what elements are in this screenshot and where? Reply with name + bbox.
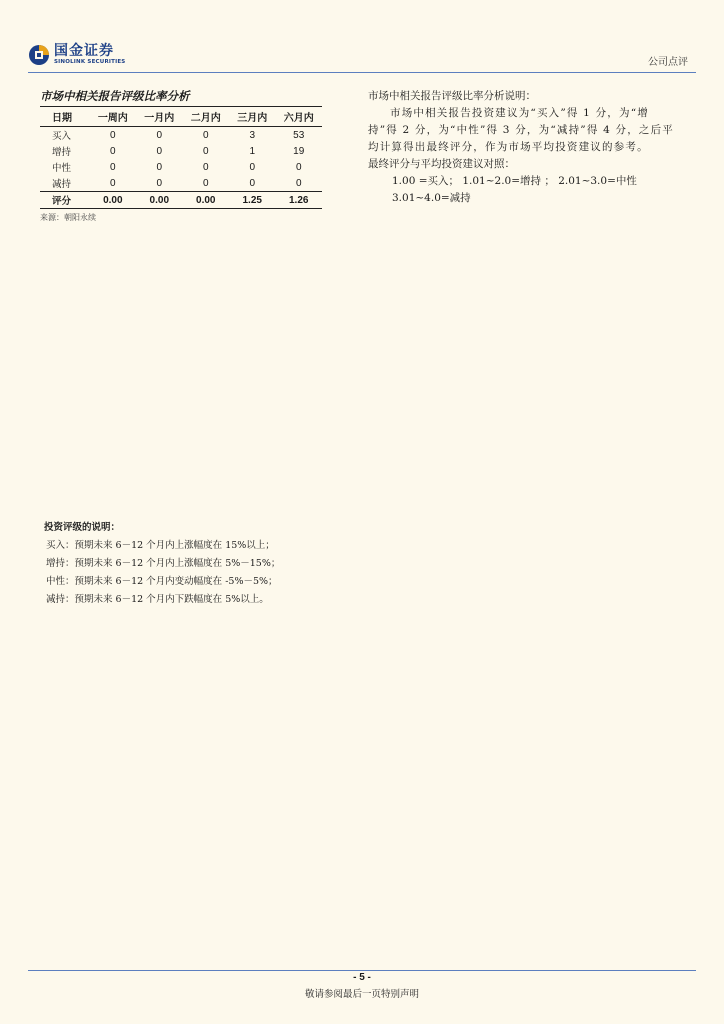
column-header: 一月内 bbox=[136, 107, 182, 127]
mapping-line: 1.00 =买入； 1.01~2.0=增持 ； 2.01~3.0=中性 bbox=[392, 175, 637, 187]
table-cell: 0 bbox=[156, 161, 163, 173]
header-divider bbox=[28, 72, 696, 73]
table-cell: 0 bbox=[110, 145, 116, 157]
table-row bbox=[40, 159, 322, 175]
table-cell: 53 bbox=[293, 129, 305, 141]
rating-definition-item: 减持：预期未来 6－12 个月内下跌幅度在 5%以上。 bbox=[46, 594, 269, 605]
table-source: 来源：朝阳永续 bbox=[40, 213, 96, 222]
footer-disclaimer: 敬请参阅最后一页特别声明 bbox=[304, 989, 419, 1000]
table-cell: 19 bbox=[293, 145, 305, 157]
column-header: 日期 bbox=[40, 107, 90, 127]
mapping-title: 最终评分与平均投资建议对照： bbox=[368, 158, 515, 170]
table-row bbox=[40, 127, 322, 144]
table-cell: 0 bbox=[110, 177, 116, 189]
row-label: 中性 bbox=[52, 163, 72, 174]
score-cell: 1.26 bbox=[275, 192, 322, 209]
score-row bbox=[40, 192, 322, 209]
rating-ratio-table bbox=[40, 107, 322, 209]
rating-definition-item: 中性：预期未来 6－12 个月内变动幅度在 -5%－5%； bbox=[46, 576, 278, 587]
logo-text-en: SINOLINK SECURITIES bbox=[54, 59, 126, 66]
table-row bbox=[40, 175, 322, 192]
rating-definition-item: 买入：预期未来 6－12 个月内上涨幅度在 15%以上； bbox=[46, 540, 275, 551]
row-label: 增持 bbox=[52, 147, 72, 158]
column-header: 二月内 bbox=[183, 107, 229, 127]
explanation-body: 市场中相关报告投资建议为“买入”得 1 分，为“增持”得 2 分，为“中性”得 3 分，为“减持”得 4 分，之后平均计算得出最终评分，作为市场平均投资建议的参考。 bbox=[368, 107, 675, 153]
table-cell: 0 bbox=[156, 145, 163, 157]
table-cell: 0 bbox=[295, 161, 302, 173]
score-cell: 0.00 bbox=[90, 192, 136, 209]
company-logo bbox=[28, 42, 125, 68]
mapping-line: 3.01~4.0=减持 bbox=[392, 192, 471, 204]
rating-definition-item: 增持：预期未来 6－12 个月内上涨幅度在 5%－15%； bbox=[46, 558, 281, 569]
table-cell: 1 bbox=[249, 145, 255, 157]
table-cell: 0 bbox=[202, 145, 209, 157]
table-cell: 0 bbox=[110, 129, 116, 141]
row-label: 买入 bbox=[52, 131, 72, 142]
table-cell: 0 bbox=[249, 161, 255, 173]
table-cell: 3 bbox=[249, 129, 255, 141]
table-cell: 0 bbox=[295, 177, 302, 189]
table-cell: 0 bbox=[110, 161, 116, 173]
page-header bbox=[0, 0, 724, 75]
ratings-title: 投资评级的说明： bbox=[44, 522, 121, 533]
footer-divider bbox=[28, 970, 696, 971]
score-cell: 1.25 bbox=[229, 192, 275, 209]
rating-definitions bbox=[44, 519, 464, 609]
document-type: 公司点评 bbox=[648, 57, 688, 68]
table-cell: 0 bbox=[202, 129, 209, 141]
explanation-title: 市场中相关报告评级比率分析说明： bbox=[368, 90, 536, 102]
column-header: 六月内 bbox=[275, 107, 322, 127]
row-label: 减持 bbox=[52, 179, 72, 190]
score-cell: 0.00 bbox=[183, 192, 229, 209]
explanation-section bbox=[368, 88, 678, 207]
table-cell: 0 bbox=[249, 177, 255, 189]
table-title: 市场中相关报告评级比率分析 bbox=[40, 88, 322, 107]
column-header: 三月内 bbox=[229, 107, 275, 127]
table-cell: 0 bbox=[202, 161, 209, 173]
score-cell: 0.00 bbox=[136, 192, 182, 209]
logo-text-cn: 国金证券 bbox=[54, 43, 114, 60]
table-row bbox=[40, 143, 322, 159]
page-number: - 5 - bbox=[353, 972, 371, 983]
table-cell: 0 bbox=[156, 129, 163, 141]
table-header-row bbox=[40, 107, 322, 127]
column-header: 一周内 bbox=[90, 107, 136, 127]
table-cell: 0 bbox=[156, 177, 163, 189]
rating-ratio-section bbox=[40, 88, 322, 223]
logo-icon bbox=[28, 44, 50, 66]
row-label: 评分 bbox=[40, 192, 90, 209]
table-cell: 0 bbox=[202, 177, 209, 189]
